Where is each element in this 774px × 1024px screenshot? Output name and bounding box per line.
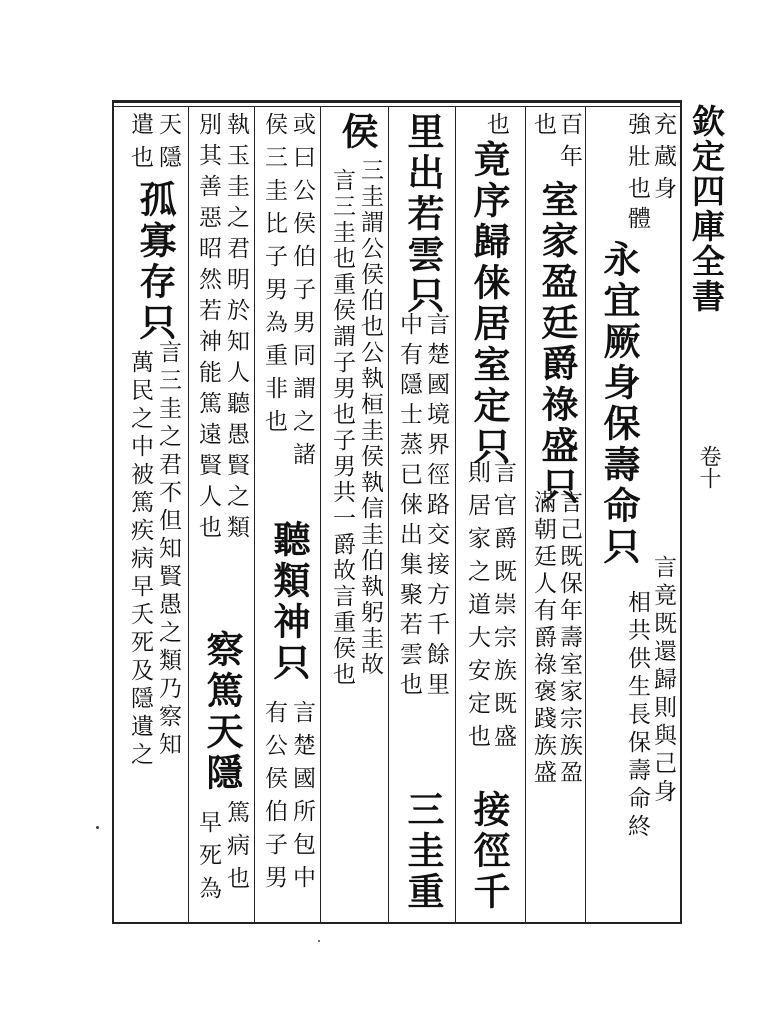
main-text: 侯 (335, 112, 379, 153)
annotation-text: 強壯也 (624, 112, 650, 208)
scan-speck (96, 826, 99, 829)
annotation-text: 言竟既還歸則與己身 (650, 555, 676, 807)
annotation-text: 侯三圭比子男為重非也 (261, 112, 287, 442)
annotation-text: 言官爵既崇宗族既盛 (490, 460, 516, 757)
annotation-text: 相共供生長保壽命終 (624, 590, 650, 842)
bottom-border-rule (112, 922, 682, 924)
main-text: 孤寡存只 (133, 180, 177, 344)
column-divider (320, 106, 321, 922)
main-text: 永宜厥身保壽命只 (597, 240, 641, 568)
book-title: 欽定四庫全書 (687, 104, 726, 314)
column-divider (388, 106, 389, 922)
annotation-text: 別其善惡昭然若神能篤遠賢人也 (195, 112, 221, 546)
annotation-text: 有公侯伯子男 (261, 700, 287, 898)
top-border-rule-thin (112, 106, 682, 107)
main-text: 接徑千 (467, 790, 511, 913)
column-divider (455, 106, 456, 922)
annotation-text: 言三圭也重侯謂子男也子男共一爵故言重侯也 (329, 168, 355, 688)
column-divider (254, 106, 255, 922)
annotation-text: 三圭謂公侯伯也公執桓圭侯執信圭伯執躬圭故 (357, 158, 383, 678)
main-text: 里出若雲只 (401, 112, 445, 317)
annotation-text: 體 (624, 206, 650, 238)
main-text: 室家盈廷爵祿盛只 (535, 180, 579, 508)
annotation-text: 言楚國所包中 (289, 700, 315, 898)
main-text: 三圭重 (401, 790, 445, 913)
annotation-text: 充蔵身 (650, 112, 676, 208)
left-border-rule (112, 100, 114, 924)
annotation-text: 言己既保年壽室家宗族盈 (556, 490, 582, 787)
annotation-text: 萬民之中被篤疾病早夭死及隱遺之 (127, 350, 153, 770)
right-border-rule (680, 100, 682, 924)
annotation-text: 言三圭之君不但知賢愚之類乃察知 (155, 340, 181, 760)
annotation-text: 天隱 (155, 112, 181, 178)
annotation-text: 言楚國境界徑路交接方千餘里 (423, 312, 449, 702)
annotation-text: 篤病也 (223, 800, 249, 899)
column-divider (188, 106, 189, 922)
main-text: 竟序歸俫居室定只 (467, 140, 511, 468)
annotation-text: 也 (530, 112, 556, 144)
annotation-text: 早死為 (195, 810, 221, 909)
annotation-text: 或曰公侯伯子男同謂之諸 (289, 112, 315, 475)
annotation-text: 則居家之道大安定也 (464, 460, 490, 757)
volume-number: 卷十 (696, 445, 721, 489)
annotation-text: 也 (483, 112, 509, 144)
scan-speck (318, 940, 320, 942)
main-text: 察篤天隱 (200, 630, 244, 794)
top-border-rule (112, 100, 682, 103)
annotation-text: 滿朝廷人有爵祿褒踐族盛 (530, 490, 556, 787)
column-divider (525, 106, 526, 922)
annotation-text: 百年 (556, 112, 582, 176)
main-text: 聽類神只 (267, 520, 311, 684)
annotation-text: 遣也 (127, 112, 153, 178)
column-divider (585, 106, 586, 922)
annotation-text: 執玉圭之君明於知人聽愚賢之類 (223, 112, 249, 546)
annotation-text: 中有隱士蒸已俫出集聚若雲也 (396, 312, 422, 702)
